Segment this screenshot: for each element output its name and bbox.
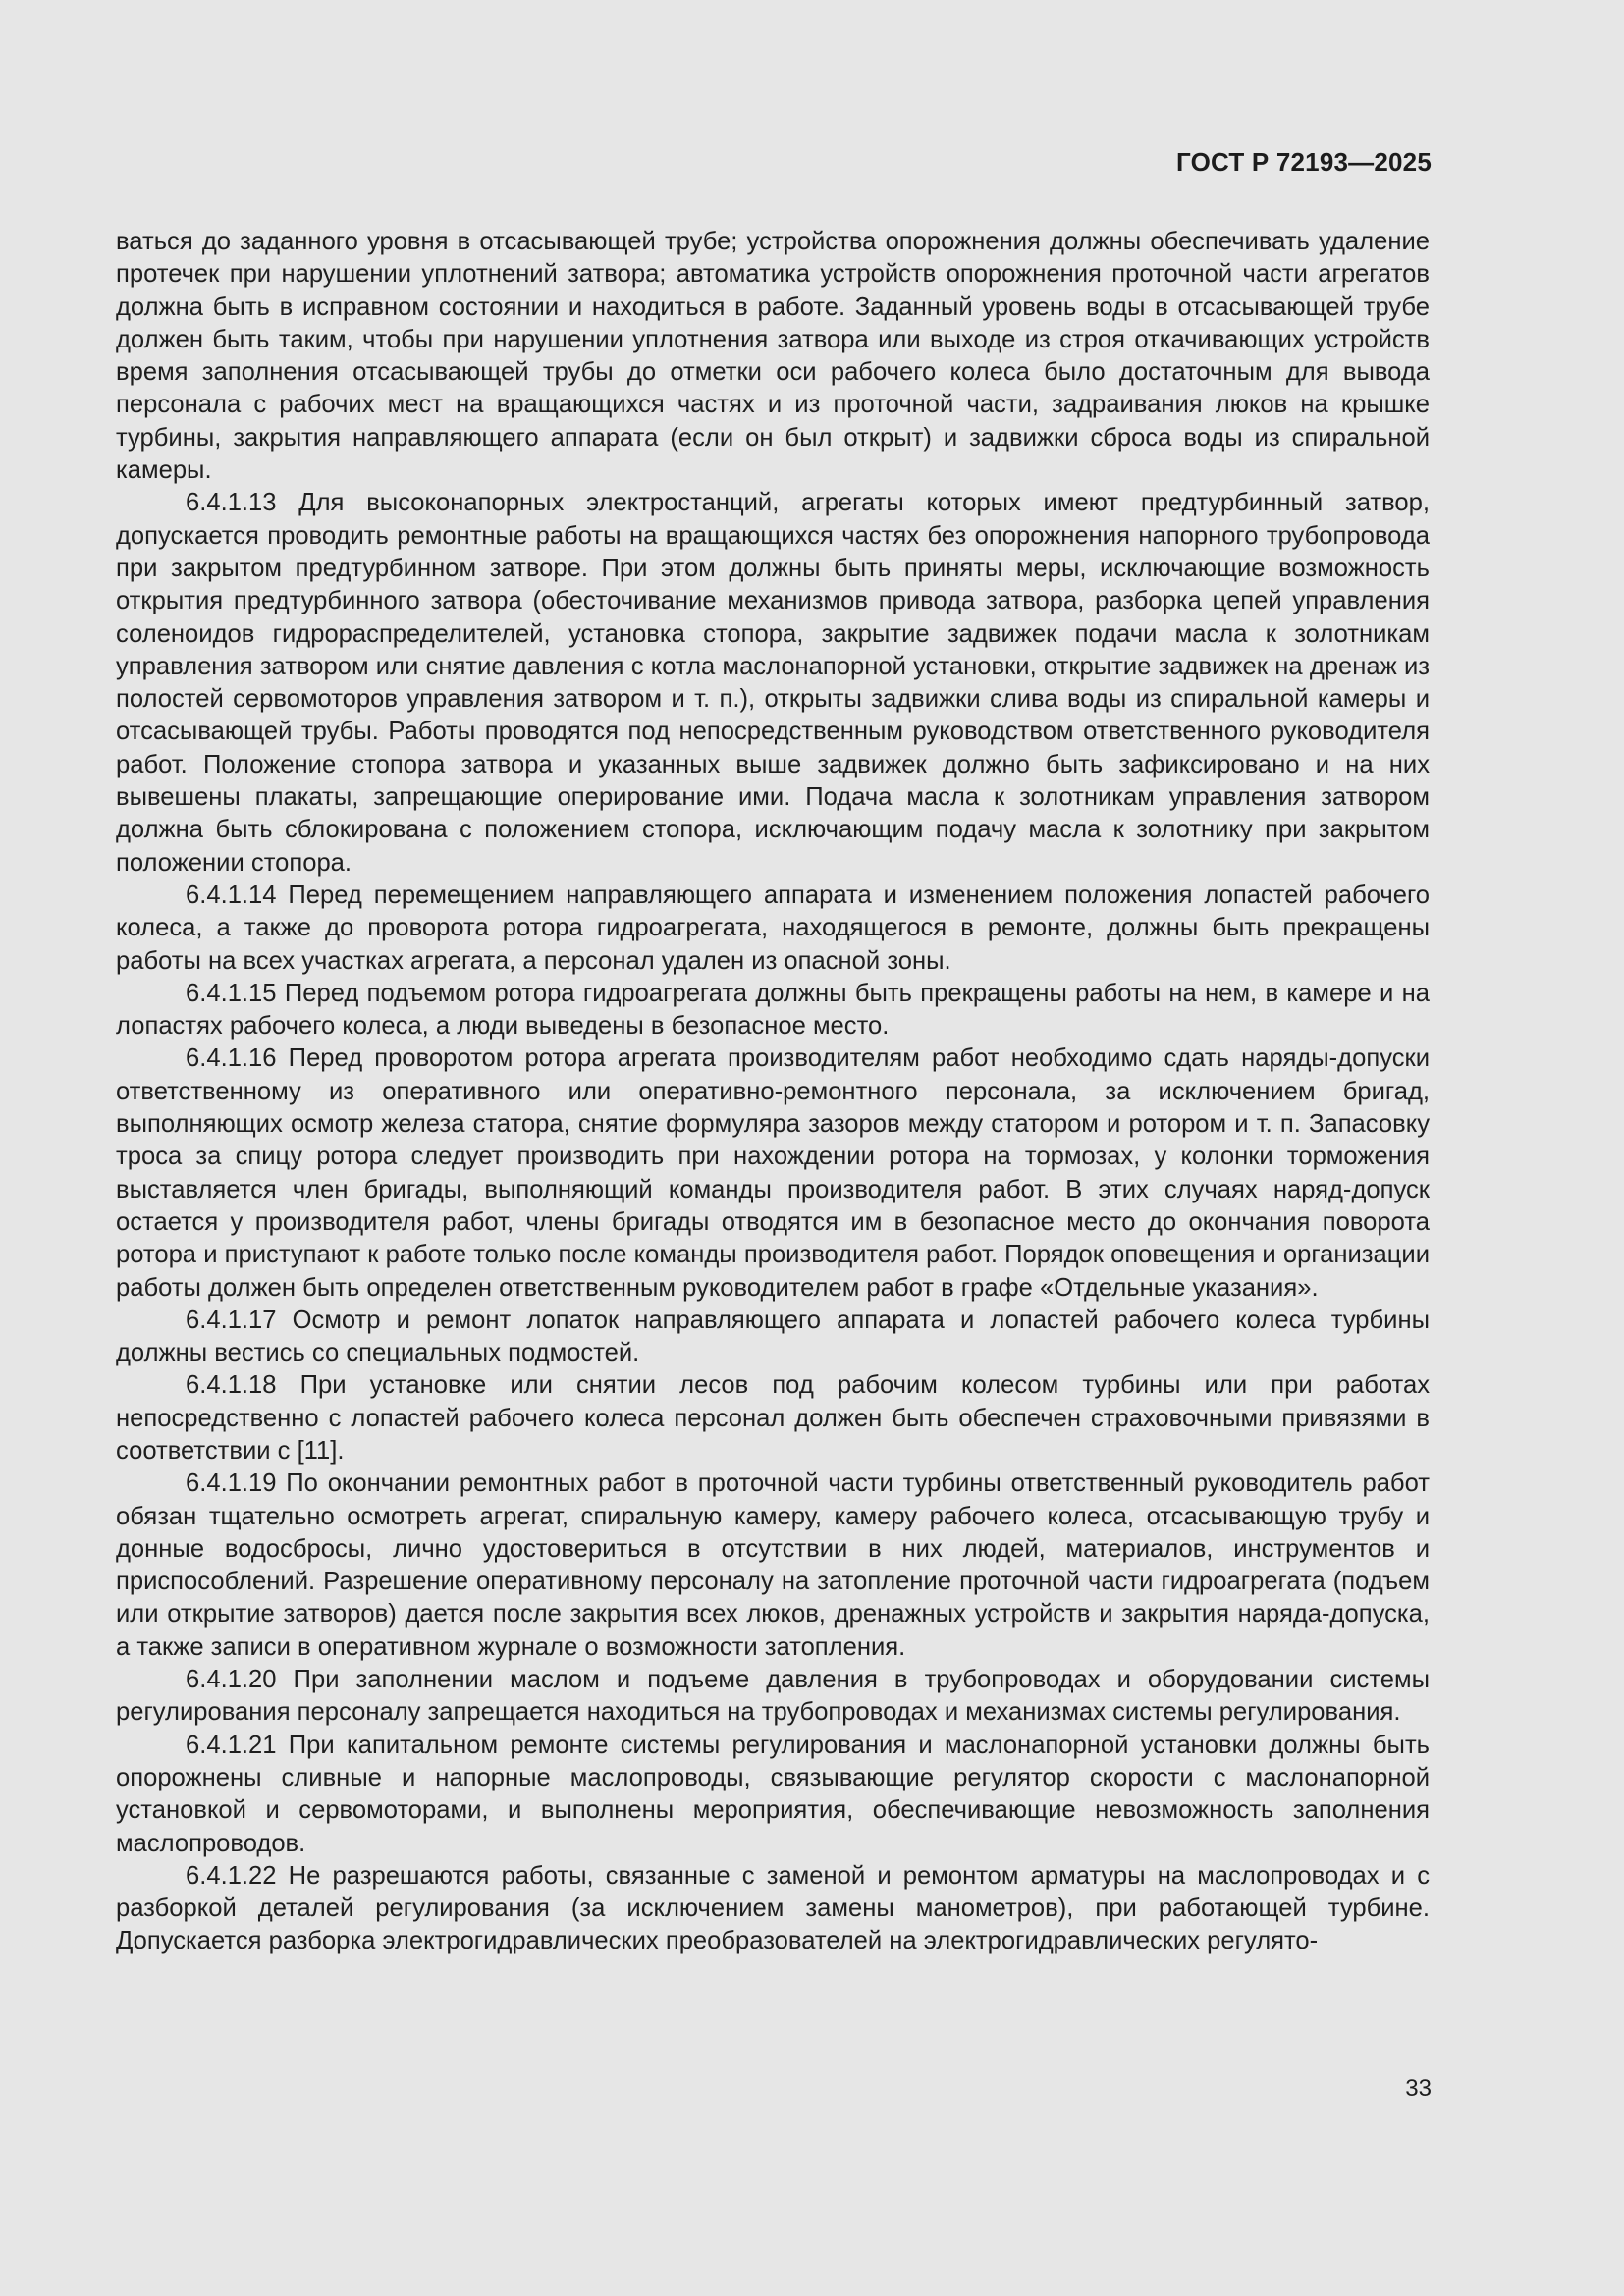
page-body [116, 226, 1430, 1958]
paragraph-6-4-1-16: 6.4.1.16 Перед проворотом ротора агрегата производителям работ необходимо сдать наряды-допуски ответственному из оперативного или оперативно-ремонтного персонала, за исключением бригад, выполняющих осмотр железа статора, снятие формуляра зазоров между статором и ротором и т. п. Запасовку троса за спицу ротора следует производить при нахождении ротора на тормозах, у колонки торможения выставляется член бригады, выполняющий команды производителя работ. В этих случаях наряд-допуск остается у производителя работ, члены бригады отводятся им в безопасное место до окончания поворота ротора и приступают к работе только после команды производителя работ. Порядок оповещения и организации работы должен быть определен ответственным руководителем работ в графе «Отдельные указания». [116, 1044, 1430, 1302]
paragraph-6-4-1-17: 6.4.1.17 Осмотр и ремонт лопаток направляющего аппарата и лопастей рабочего колеса турбины должны вестись со специальных подмостей. [116, 1306, 1430, 1367]
paragraph-6-4-1-13: 6.4.1.13 Для высоконапорных электростанций, агрегаты которых имеют предтурбинный затвор, допускается проводить ремонтные работы на вращающихся частях без опорожнения напорного трубопровода при закрытом предтурбинном затворе. При этом должны быть приняты меры, исключающие возможность открытия предтурбинного затвора (обесточивание механизмов привода затвора, разборка цепей управления соленоидов гидрораспределителей, установка стопора, закрытие задвижек подачи масла к золотникам управления затвором или снятие давления с котла маслонапорной установки, открытие задвижек на дренаж из полостей сервомоторов управления затвором и т. п.), открыты задвижки слива воды из спиральной камеры и отсасывающей трубы. Работы проводятся под непосредственным руководством ответственного руководителя работ. Положение стопора затвора и указанных выше задвижек должно быть зафиксировано и на них вывешены плакаты, запрещающие оперирование ими. Подача масла к золотникам управления затвором должна быть сблокирована с положением стопора, исключающим подачу масла к золотнику при закрытом положении стопора. [116, 489, 1430, 877]
page-number: 33 [1405, 2075, 1432, 2102]
paragraph-6-4-1-20: 6.4.1.20 При заполнении маслом и подъеме давления в трубопроводах и оборудовании системы регулирования персоналу запрещается находиться на трубопроводах и механизмах системы регулирования. [116, 1666, 1430, 1727]
paragraph-6-4-1-21: 6.4.1.21 При капитальном ремонте системы регулирования и маслонапорной установки должны быть опорожнены сливные и напорные маслопроводы, связывающие регулятор скорости с маслонапорной установкой и сервомоторами, и выполнены мероприятия, обеспечивающие невозможность заполнения маслопроводов. [116, 1731, 1430, 1857]
paragraph-6-4-1-14: 6.4.1.14 Перед перемещением направляющего аппарата и изменением положения лопастей рабочего колеса, а также до проворота ротора гидроагрегата, находящегося в ремонте, должны быть прекращены работы на всех участках агрегата, а персонал удален из опасной зоны. [116, 881, 1430, 975]
paragraph-6-4-1-18: 6.4.1.18 При установке или снятии лесов под рабочим колесом турбины или при работах непосредственно с лопастей рабочего колеса персонал должен быть обеспечен страховочными привязями в соответствии с [11]. [116, 1371, 1430, 1465]
paragraph-6-4-1-22: 6.4.1.22 Не разрешаются работы, связанные с заменой и ремонтом арматуры на маслопроводах и с разборкой деталей регулирования (за исключением замены манометров), при работающей турбине. Допускается разборка электрогидравлических преобразователей на электрогидравлических регулято- [116, 1861, 1430, 1955]
document-code-header: ГОСТ Р 72193—2025 [1176, 147, 1432, 177]
paragraph-6-4-1-15: 6.4.1.15 Перед подъемом ротора гидроагрегата должны быть прекращены работы на нем, в камере и на лопастях рабочего колеса, а люди выведены в безопасное место. [116, 979, 1430, 1041]
paragraph-continuation: ваться до заданного уровня в отсасывающей трубе; устройства опорожнения должны обеспечивать удаление протечек при нарушении уплотнений затвора; автоматика устройств опорожнения проточной части агрегатов должна быть в исправном состоянии и находиться в работе. Заданный уровень воды в отсасывающей трубе должен быть таким, чтобы при нарушении уплотнения затвора или выходе из строя откачивающих устройств время заполнения отсасывающей трубы до отметки оси рабочего колеса было достаточным для вывода персонала с рабочих мест на вращающихся частях и из проточной части, задраивания люков на крышке турбины, закрытия направляющего аппарата (если он был открыт) и задвижки сброса воды из спиральной камеры. [116, 228, 1430, 485]
paragraph-6-4-1-19: 6.4.1.19 По окончании ремонтных работ в проточной части турбины ответственный руководитель работ обязан тщательно осмотреть агрегат, спиральную камеру, камеру рабочего колеса, отсасывающую трубу и донные водосбросы, лично удостовериться в отсутствии в них людей, материалов, инструментов и приспособлений. Разрешение оперативному персоналу на затопление проточной части гидроагрегата (подъем или открытие затворов) дается после закрытия всех люков, дренажных устройств и закрытия наряда-допуска, а также записи в оперативном журнале о возможности затопления. [116, 1469, 1430, 1661]
